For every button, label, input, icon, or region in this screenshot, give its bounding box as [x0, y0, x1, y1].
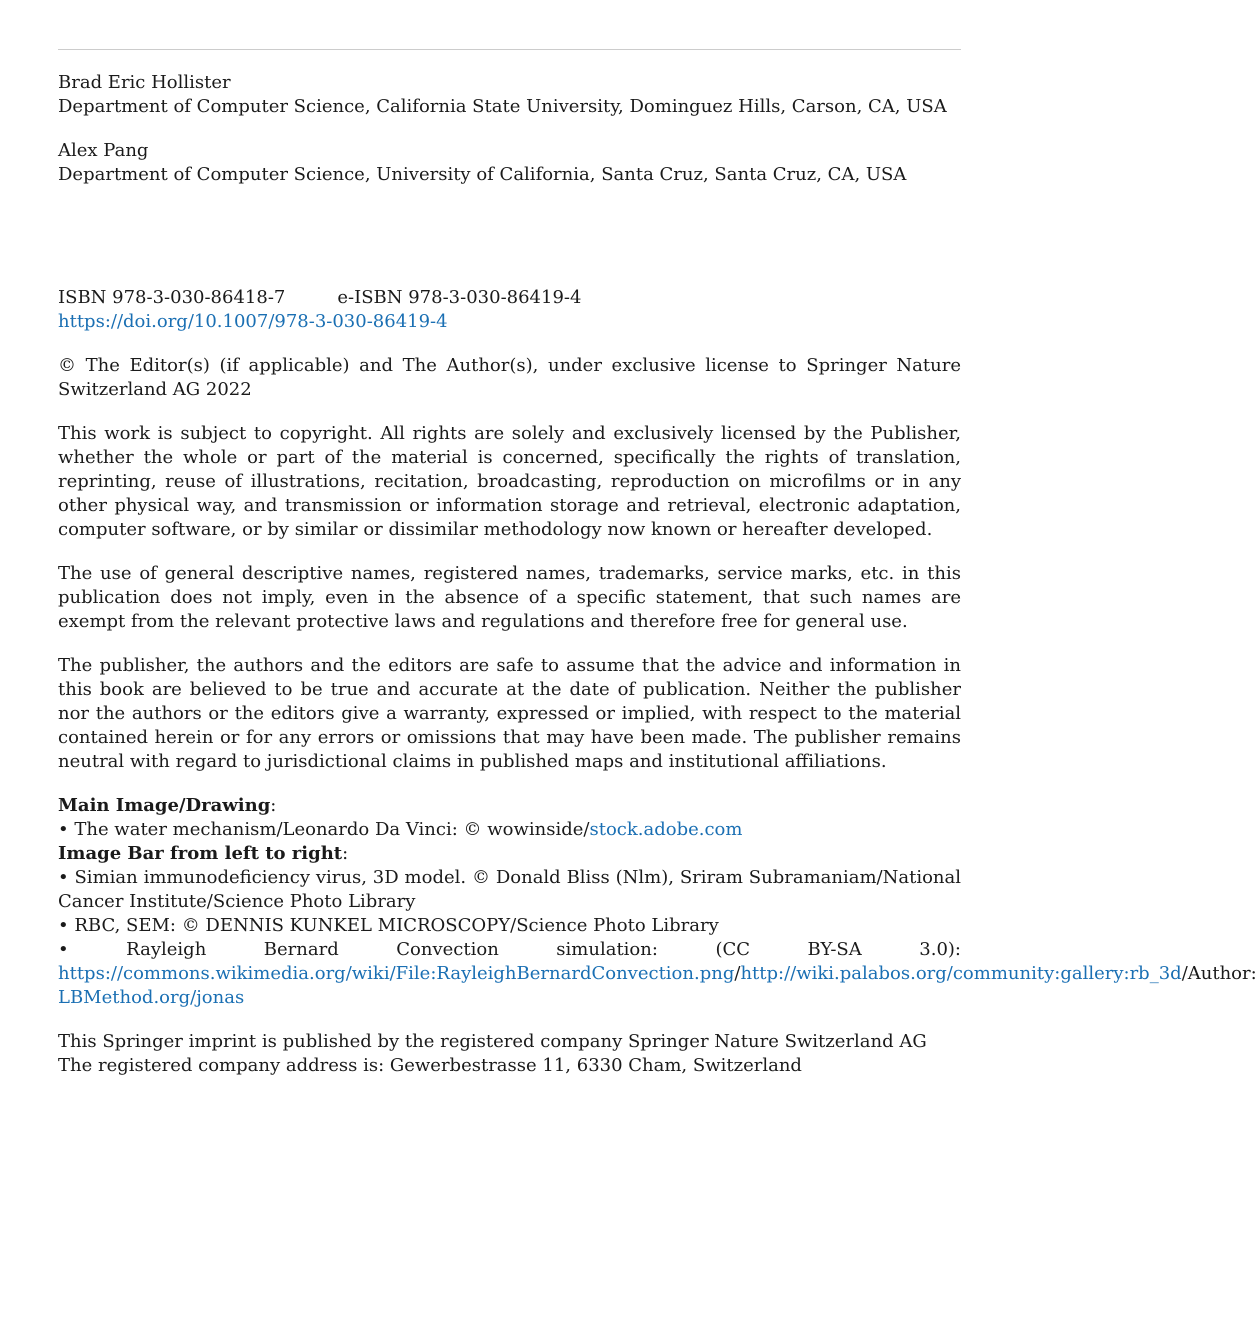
imprint-line: This Springer imprint is published by the registered company Springer Nature Switzerland AG — [58, 1031, 927, 1052]
lbmethod-link[interactable]: LBMethod.org/jonas — [58, 987, 245, 1008]
author-name: Alex Pang — [58, 140, 149, 161]
page-content — [58, 71, 1257, 1078]
main-image-credit: • The water mechanism/Leonardo Da Vinci: © wowinside/stock.adobe.com — [58, 819, 743, 840]
author-affiliation: Department of Computer Science, California State University, Dominguez Hills, Carson, CA, USA — [58, 96, 947, 117]
image-credits — [58, 794, 1257, 1010]
image-bar-credit-2: • RBC, SEM: © DENNIS KUNKEL MICROSCOPY/Science Photo Library — [58, 915, 719, 936]
author-list — [58, 71, 961, 286]
imprint-block — [58, 1030, 961, 1078]
wikimedia-link[interactable]: https://commons.wikimedia.org/wiki/File:RayleighBernardConvection.png — [58, 963, 735, 984]
main-image-heading: Main Image/Drawing: — [58, 795, 277, 816]
trademark-paragraph: The use of general descriptive names, registered names, trademarks, service marks, etc. in this publication does not imply, even in the absence of a specific statement, that such names are exempt from the relevant protective laws and regulations and therefore free for general use. — [58, 563, 961, 632]
image-bar-credit-1: • Simian immunodeficiency virus, 3D model. © Donald Bliss (Nlm), Sriram Subramaniam/National Cancer Institute/Science Photo Library — [58, 867, 961, 912]
print-isbn: ISBN 978-3-030-86418-7 — [58, 287, 286, 308]
top-rule — [58, 49, 961, 50]
author-entry — [58, 71, 961, 119]
doi-link[interactable]: https://doi.org/10.1007/978-3-030-86419-4 — [58, 311, 448, 332]
imprint-address: The registered company address is: Gewerbestrasse 11, 6330 Cham, Switzerland — [58, 1055, 802, 1076]
author-entry — [58, 139, 961, 187]
image-bar-heading: Image Bar from left to right: — [58, 843, 349, 864]
author-name: Brad Eric Hollister — [58, 72, 231, 93]
author-affiliation: Department of Computer Science, University of California, Santa Cruz, Santa Cruz, CA, USA — [58, 164, 907, 185]
isbn-block — [58, 286, 961, 334]
electronic-isbn: e-ISBN 978-3-030-86419-4 — [337, 287, 582, 308]
palabos-link[interactable]: http://wiki.palabos.org/community:gallery:rb_3d — [740, 963, 1182, 984]
main-image-heading-text: Main Image/Drawing — [58, 795, 271, 816]
image-bar-credit-3: • Rayleigh Bernard Convection simulation: (CC BY-SA 3.0): https://commons.wikimedia.org/wiki/File:RayleighBernardConvection.png/http://wiki.palabos.org/community:gallery:rb_3d/Author: LBMethod.org/jonas — [58, 939, 1257, 1008]
isbn-line — [58, 286, 961, 310]
copyright-notice: © The Editor(s) (if applicable) and The Author(s), under exclusive license to Springer Nature Switzerland AG 2022 — [58, 355, 961, 400]
stock-adobe-link[interactable]: stock.adobe.com — [589, 819, 743, 840]
disclaimer-paragraph: The publisher, the authors and the editors are safe to assume that the advice and information in this book are believed to be true and accurate at the date of publication. Neither the publisher nor the authors or the editors give a warranty, expressed or implied, with respect to the material contained herein or for any errors or omissions that may have been made. The publisher remains neutral with regard to jurisdictional claims in published maps and institutional affiliations. — [58, 655, 961, 772]
rights-paragraph: This work is subject to copyright. All rights are solely and exclusively licensed by the Publisher, whether the whole or part of the material is concerned, specifically the rights of translation, reprinting, reuse of illustrations, recitation, broadcasting, reproduction on microfilms or in any other physical way, and transmission or information storage and retrieval, electronic adaptation, computer software, or by similar or dissimilar methodology now known or hereafter developed. — [58, 423, 961, 540]
image-bar-heading-text: Image Bar from left to right — [58, 843, 343, 864]
